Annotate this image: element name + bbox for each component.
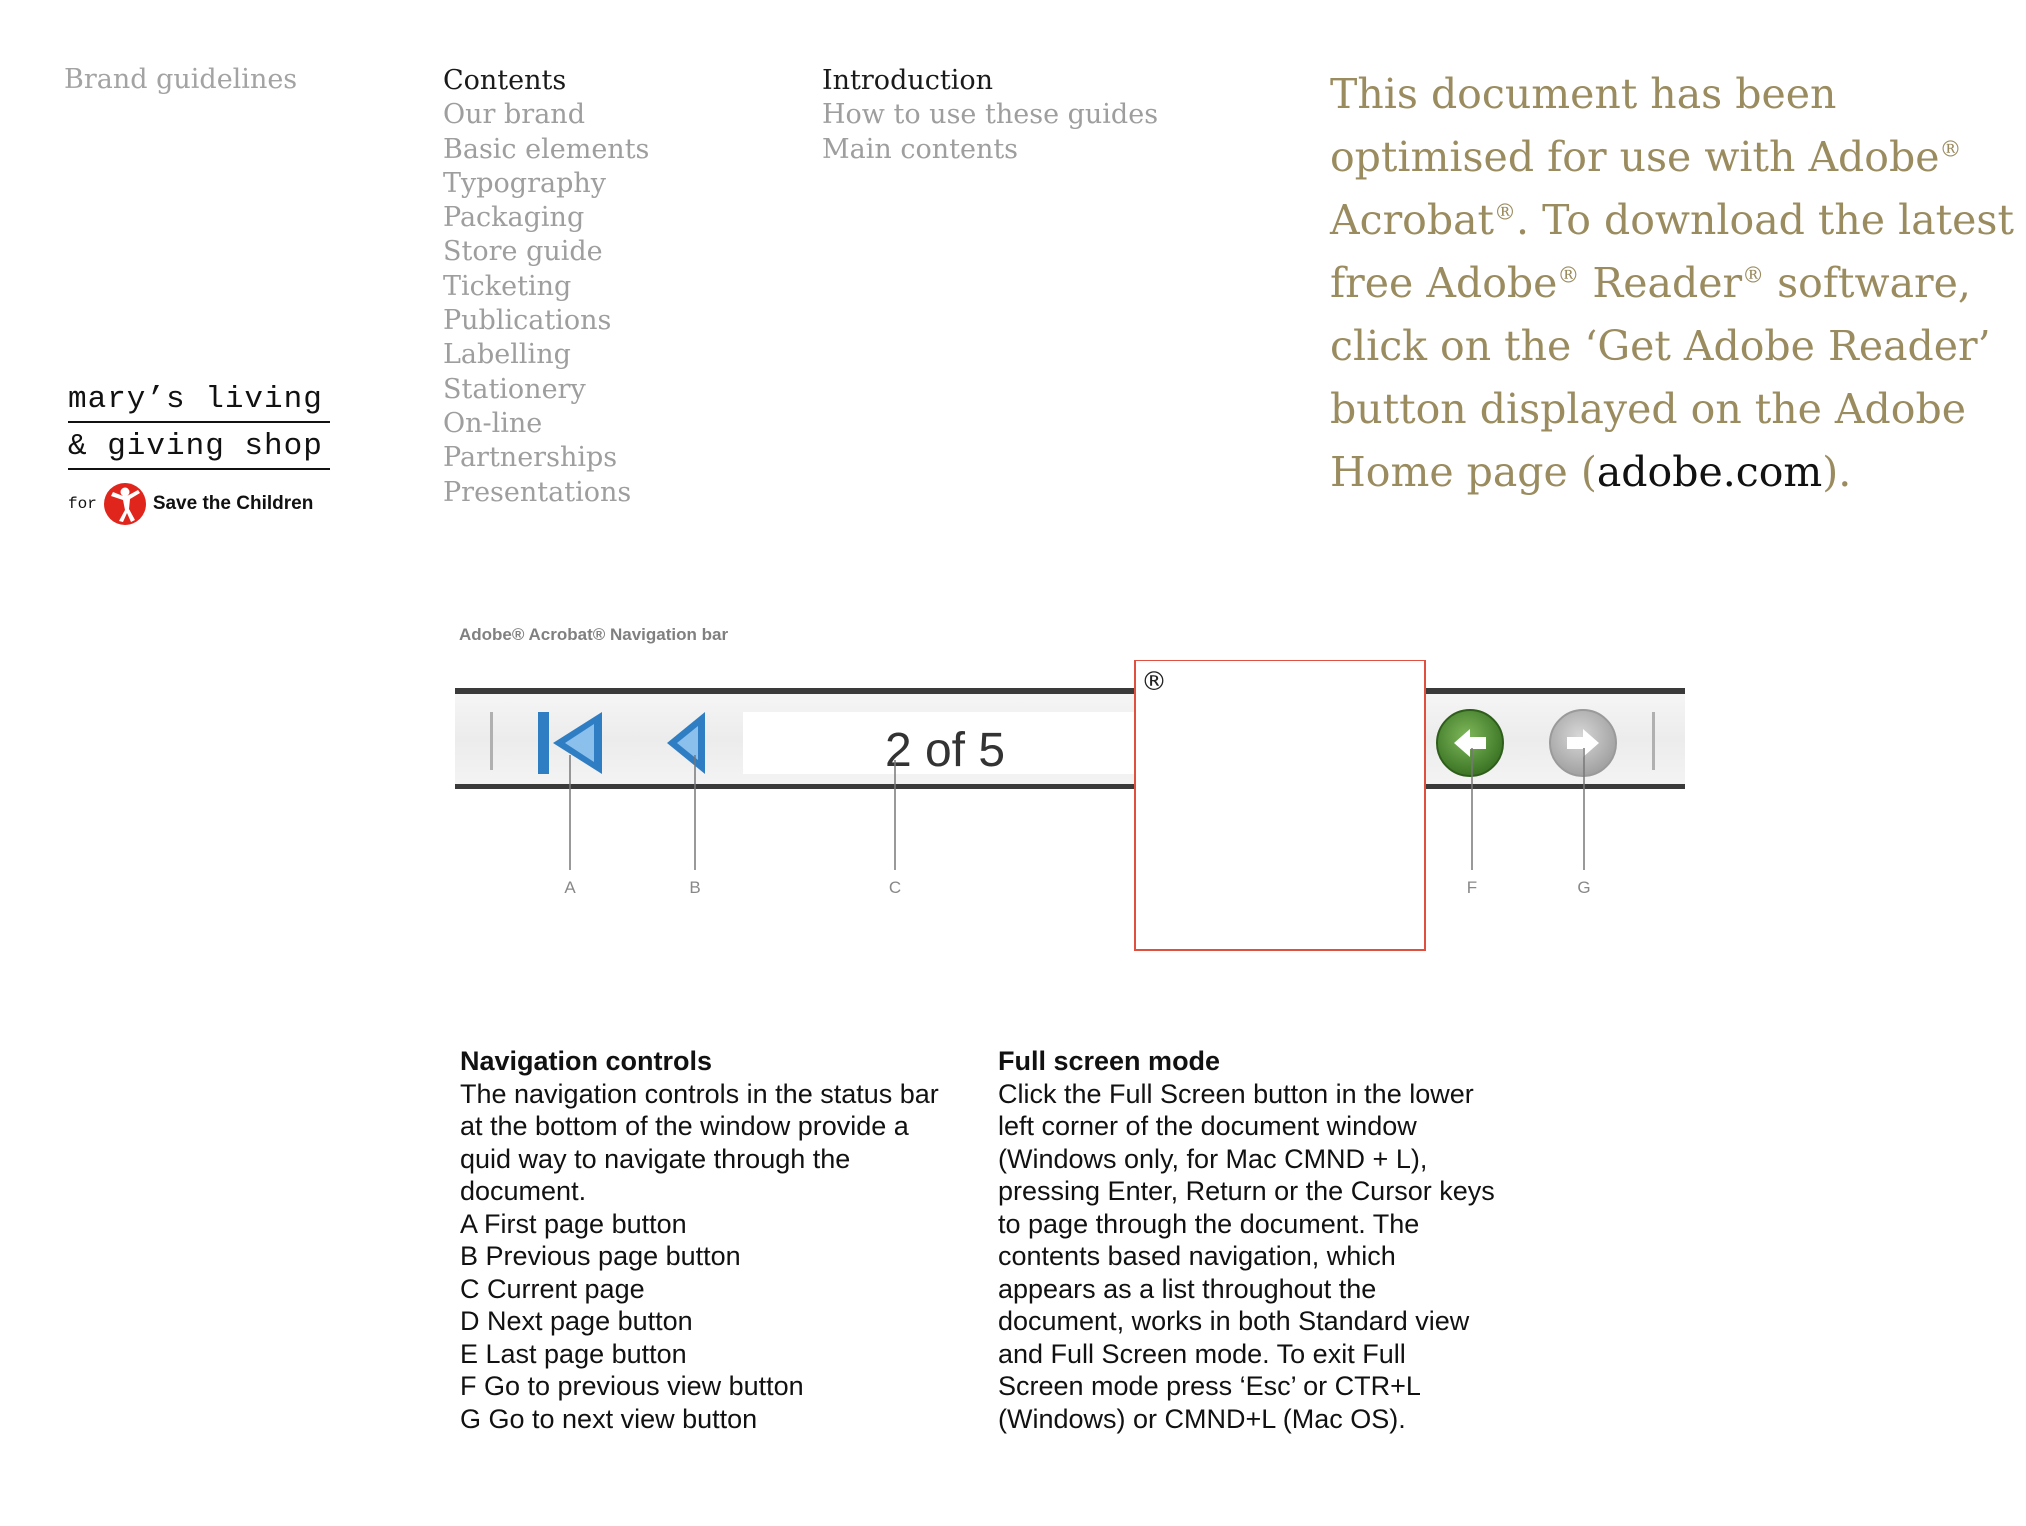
notice-text-4: Reader: [1579, 259, 1743, 307]
page-indicator-text: 2 of 5: [884, 724, 1006, 777]
logo-charity-name: Save the Children: [152, 493, 314, 514]
notice-text-2: Acrobat: [1330, 196, 1495, 244]
full-screen-heading: Full screen mode: [998, 1046, 1221, 1076]
introduction-heading[interactable]: Introduction: [822, 65, 993, 96]
full-screen-body: Click the Full Screen button in the lower left corner of the document window (Windows only, for Mac CMND + L), pressing Enter, Return or the Cursor keys to page through the document. The contents based navigation, which appears as a list throughout the document, works in both Standard view and Full Screen mode. To exit Full Screen mode press ‘Esc’ or CTR+L (Windows) or CMND+L (Mac OS).: [998, 1078, 1495, 1434]
callout-label-b: B: [689, 878, 701, 897]
highlighted-region: [1135, 660, 1425, 950]
navigation-controls-section: [460, 1045, 950, 1435]
contents-item-partnerships[interactable]: Partnerships: [443, 442, 618, 474]
toolbar-divider-right: [1652, 712, 1655, 770]
contents-item-basic-elements[interactable]: Basic elements: [443, 133, 650, 165]
notice-text-6: ).: [1822, 448, 1852, 496]
navigation-controls-heading: Navigation controls: [460, 1046, 713, 1076]
reg-mark: ®: [1557, 263, 1580, 289]
figure-reg-mark: ®: [1141, 667, 1167, 697]
navigation-bar-diagram: [450, 660, 1690, 960]
callout-label-f: F: [1466, 878, 1478, 897]
brand-logo: [68, 382, 330, 526]
nav-list-item: D Next page button: [460, 1306, 693, 1336]
contents-item-store-guide[interactable]: Store guide: [443, 236, 603, 268]
navigation-bar-figure: [450, 660, 1690, 964]
acrobat-notice: [1330, 63, 2020, 504]
full-screen-section: [998, 1045, 1498, 1435]
nav-list-item: A First page button: [460, 1208, 687, 1239]
introduction-nav: [822, 64, 1158, 167]
charity-lockup: [68, 482, 330, 526]
logo-line-1: mary’s living: [68, 382, 330, 423]
contents-item-publications[interactable]: Publications: [443, 305, 612, 337]
toolbar-divider-left: [490, 712, 493, 770]
toolbar-top-border: [455, 688, 1685, 694]
save-the-children-emblem-icon: [103, 482, 147, 526]
toolbar-bottom-border: [455, 784, 1685, 789]
navigation-controls-body: The navigation controls in the status bar at the bottom of the window provide a quid way to navigate through the document.: [460, 1078, 939, 1206]
callout-label-c: C: [888, 878, 902, 897]
nav-list-item: C Current page: [460, 1273, 645, 1304]
contents-item-our-brand[interactable]: Our brand: [443, 99, 585, 131]
figure-caption: Adobe® Acrobat® Navigation bar: [459, 625, 729, 644]
reg-mark: ®: [1494, 200, 1517, 226]
contents-item-typography[interactable]: Typography: [443, 167, 607, 199]
contents-heading[interactable]: Contents: [443, 65, 567, 96]
logo-line-2: & giving shop: [68, 429, 330, 470]
previous-view-icon[interactable]: [1437, 710, 1503, 776]
contents-item-ticketing[interactable]: Ticketing: [443, 270, 572, 302]
intro-item-how-to-use[interactable]: How to use these guides: [822, 99, 1159, 131]
next-view-icon[interactable]: [1550, 710, 1616, 776]
contents-item-packaging[interactable]: Packaging: [443, 202, 585, 234]
notice-text-1: This document has been optimised for use with Adobe: [1330, 70, 1940, 181]
adobe-link[interactable]: adobe.com: [1596, 448, 1823, 496]
reg-mark: ®: [1939, 137, 1962, 163]
logo-for: for: [68, 495, 97, 513]
contents-item-stationery[interactable]: Stationery: [443, 373, 586, 405]
intro-item-main-contents[interactable]: Main contents: [822, 133, 1019, 165]
notice-text-3: . To download the latest free Adobe: [1330, 196, 2014, 307]
contents-nav: [443, 64, 649, 510]
brand-guidelines-title[interactable]: Brand guidelines: [64, 64, 298, 95]
nav-list-item: F Go to previous view button: [460, 1371, 804, 1401]
contents-item-presentations[interactable]: Presentations: [443, 476, 632, 508]
nav-list-item: E Last page button: [460, 1338, 687, 1369]
callout-label-a: A: [564, 878, 576, 897]
nav-list-item: B Previous page button: [460, 1241, 741, 1271]
nav-list-item: G Go to next view button: [460, 1403, 758, 1434]
reg-mark: ®: [1742, 263, 1765, 289]
contents-item-labelling[interactable]: Labelling: [443, 339, 571, 371]
notice-text-5: software, click on the ‘Get Adobe Reader’ button displayed on the Adobe Home page (: [1330, 259, 1991, 496]
contents-item-on-line[interactable]: On-line: [443, 407, 543, 439]
callout-label-g: G: [1577, 878, 1591, 897]
